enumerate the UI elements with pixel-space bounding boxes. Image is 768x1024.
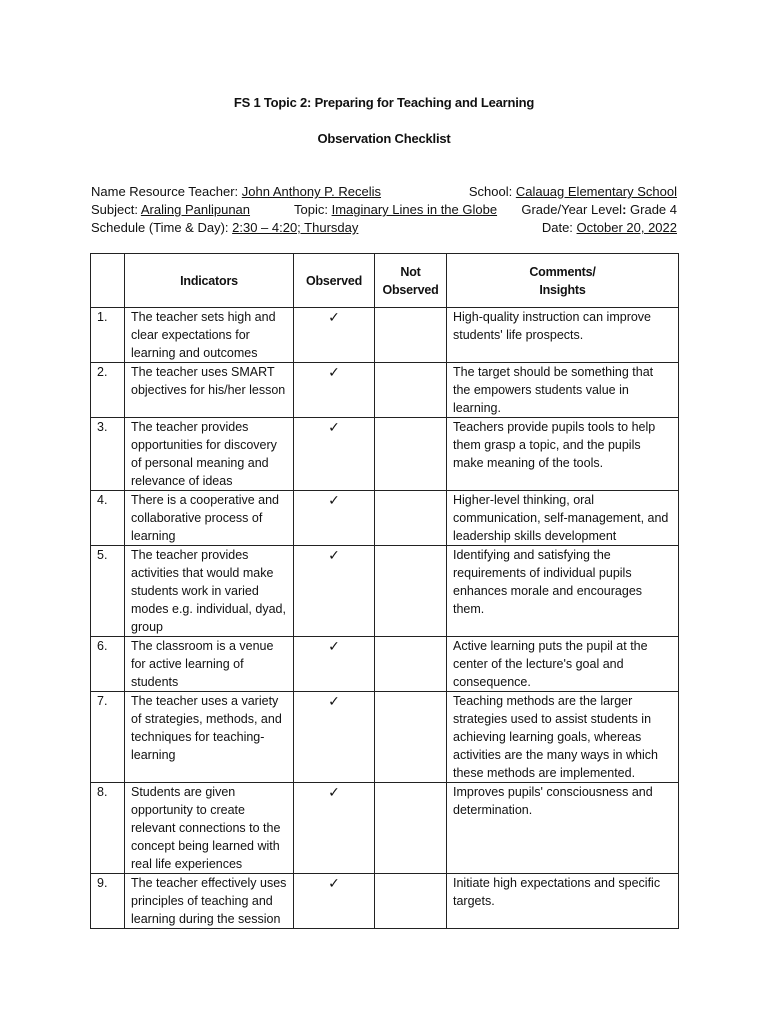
table-row — [91, 874, 679, 929]
row-number: 7. — [91, 692, 125, 783]
row-comment: The target should be something that the empowers students value in learning. — [447, 363, 679, 418]
schedule-value: 2:30 – 4:20; Thursday — [232, 220, 359, 235]
row-comment: Identifying and satisfying the requirements of individual pupils enhances morale and encourages them. — [447, 546, 679, 637]
header-observed: Observed — [294, 254, 375, 308]
grade-separator: : — [622, 202, 627, 217]
table-row — [91, 692, 679, 783]
grade-field — [521, 201, 677, 219]
grade-value: Grade 4 — [626, 202, 677, 217]
observed-check-icon: ✓ — [294, 692, 375, 783]
row-indicator: The teacher provides activities that would make students work in varied modes e.g. individual, dyad, group — [125, 546, 294, 637]
subject-value: Araling Panlipunan — [140, 202, 251, 217]
observed-check-icon: ✓ — [294, 308, 375, 363]
row-indicator: The teacher uses SMART objectives for his/her lesson — [125, 363, 294, 418]
info-row-subject-topic-grade — [91, 201, 677, 219]
row-indicator: The teacher uses a variety of strategies, methods, and techniques for teaching-learning — [125, 692, 294, 783]
row-comment: Active learning puts the pupil at the center of the lecture's goal and consequence. — [447, 637, 679, 692]
topic-field — [294, 201, 497, 219]
row-not-observed — [375, 546, 447, 637]
date-label: Date: — [541, 220, 577, 235]
resource-teacher-field — [91, 183, 381, 201]
resource-teacher-label: Name Resource Teacher: — [91, 184, 242, 199]
document-subtitle: Observation Checklist — [317, 131, 451, 146]
header-indicators: Indicators — [125, 254, 294, 308]
row-number: 5. — [91, 546, 125, 637]
school-field — [469, 183, 677, 201]
row-number: 6. — [91, 637, 125, 692]
row-comment: Teachers provide pupils tools to help them grasp a topic, and the pupils make meaning of the tools. — [447, 418, 679, 491]
header-not-observed-line1: Not — [400, 264, 421, 279]
row-indicator: Students are given opportunity to create relevant connections to the concept being learned with real life experiences — [125, 783, 294, 874]
topic-label: Topic: — [294, 202, 332, 217]
row-indicator: The teacher sets high and clear expectations for learning and outcomes — [125, 308, 294, 363]
topic-value: Imaginary Lines in the Globe — [331, 202, 498, 217]
observed-check-icon: ✓ — [294, 874, 375, 929]
header-comments-line1: Comments/ — [529, 264, 596, 279]
row-not-observed — [375, 692, 447, 783]
observed-check-icon: ✓ — [294, 491, 375, 546]
table-row — [91, 546, 679, 637]
row-indicator: There is a cooperative and collaborative process of learning — [125, 491, 294, 546]
row-not-observed — [375, 874, 447, 929]
row-not-observed — [375, 491, 447, 546]
row-number: 1. — [91, 308, 125, 363]
row-not-observed — [375, 783, 447, 874]
document-title: FS 1 Topic 2: Preparing for Teaching and Learning — [233, 95, 535, 110]
school-label: School: — [468, 184, 516, 199]
table-row — [91, 363, 679, 418]
row-number: 9. — [91, 874, 125, 929]
row-number: 3. — [91, 418, 125, 491]
table-row — [91, 418, 679, 491]
row-not-observed — [375, 308, 447, 363]
schedule-field — [91, 219, 358, 237]
row-number: 8. — [91, 783, 125, 874]
table-row — [91, 637, 679, 692]
row-indicator: The classroom is a venue for active learning of students — [125, 637, 294, 692]
observed-check-icon: ✓ — [294, 363, 375, 418]
observed-check-icon: ✓ — [294, 418, 375, 491]
row-comment: Teaching methods are the larger strategies used to assist students in achieving learning goals, whereas activities are the many ways in which these methods are implemented. — [447, 692, 679, 783]
observation-checklist-table — [90, 253, 679, 929]
row-not-observed — [375, 418, 447, 491]
row-comment: Higher-level thinking, oral communication, self-management, and leadership skills development — [447, 491, 679, 546]
row-number: 4. — [91, 491, 125, 546]
grade-label: Grade/Year Level — [521, 202, 623, 217]
school-value: Calauag Elementary School — [515, 184, 677, 199]
table-row — [91, 783, 679, 874]
header-not-observed-line2: Observed — [382, 282, 439, 297]
header-comments — [447, 254, 679, 308]
info-row-schedule-date — [91, 219, 677, 237]
row-comment: Initiate high expectations and specific targets. — [447, 874, 679, 929]
table-header-row — [91, 254, 679, 308]
subject-field — [91, 201, 250, 219]
row-comment: Improves pupils' consciousness and determination. — [447, 783, 679, 874]
resource-teacher-value: John Anthony P. Recelis — [241, 184, 382, 199]
table-row — [91, 491, 679, 546]
observed-check-icon: ✓ — [294, 783, 375, 874]
subject-label: Subject: — [91, 202, 141, 217]
header-comments-line2: Insights — [539, 282, 586, 297]
header-number — [91, 254, 125, 308]
observed-check-icon: ✓ — [294, 546, 375, 637]
date-value: October 20, 2022 — [576, 220, 677, 235]
row-comment: High-quality instruction can improve students' life prospects. — [447, 308, 679, 363]
header-not-observed — [375, 254, 447, 308]
date-field — [542, 219, 677, 237]
row-number: 2. — [91, 363, 125, 418]
row-indicator: The teacher provides opportunities for discovery of personal meaning and relevance of ideas — [125, 418, 294, 491]
row-indicator: The teacher effectively uses principles of teaching and learning during the session — [125, 874, 294, 929]
info-row-teacher-school — [91, 183, 677, 201]
row-not-observed — [375, 637, 447, 692]
observed-check-icon: ✓ — [294, 637, 375, 692]
table-row — [91, 308, 679, 363]
schedule-label: Schedule (Time & Day): — [91, 220, 233, 235]
row-not-observed — [375, 363, 447, 418]
